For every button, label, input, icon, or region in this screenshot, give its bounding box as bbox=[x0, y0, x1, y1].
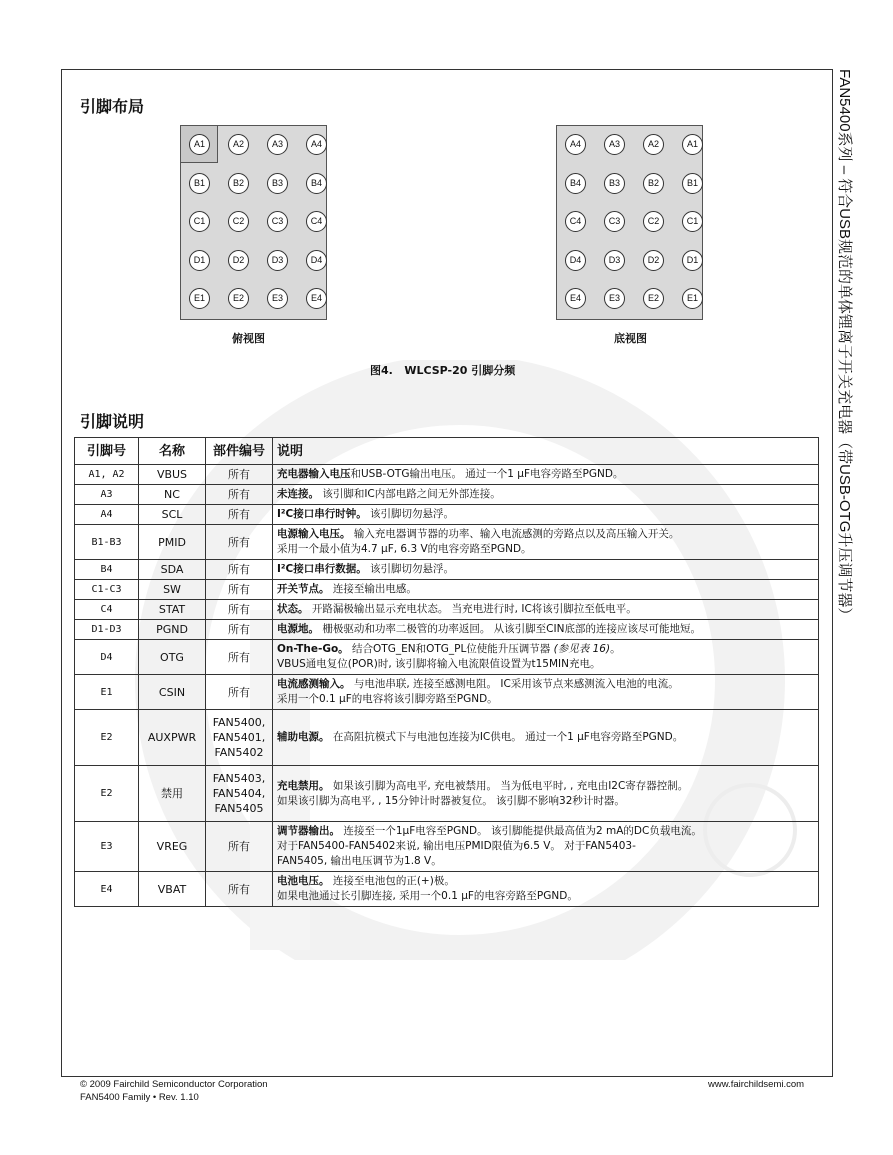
pin-e1: E1 bbox=[189, 288, 210, 309]
cell-name: NC bbox=[139, 485, 206, 505]
pin-e3: E3 bbox=[267, 288, 288, 309]
description-text: 连接至一个1μF电容至PGND。 该引脚能提供最高值为2 mA的DC负载电流。 bbox=[340, 825, 702, 837]
cell-description bbox=[273, 640, 819, 675]
description-term: I²C接口串行数据。 bbox=[277, 563, 367, 575]
description-line2: 采用一个0.1 μF的电容将该引脚旁路至PGND。 bbox=[277, 693, 498, 705]
pin-description-table bbox=[74, 437, 819, 907]
cell-pin: B1-B3 bbox=[75, 525, 139, 560]
cell-name: STAT bbox=[139, 600, 206, 620]
pin-c3: C3 bbox=[267, 211, 288, 232]
bottom-view-label: 底视图 bbox=[614, 332, 647, 345]
pin-b4: B4 bbox=[565, 173, 586, 194]
cell-part: 所有 bbox=[206, 465, 273, 485]
description-line2: 如果该引脚为高电平, , 15分钟计时器被复位。 该引脚不影响32秒计时器。 bbox=[277, 794, 625, 807]
pin-b2: B2 bbox=[228, 173, 249, 194]
pin-e3: E3 bbox=[604, 288, 625, 309]
cell-pin: C4 bbox=[75, 600, 139, 620]
table-row bbox=[75, 766, 819, 822]
cell-part: 所有 bbox=[206, 872, 273, 907]
cell-pin: A3 bbox=[75, 485, 139, 505]
pin-b1: B1 bbox=[189, 173, 210, 194]
cell-part: FAN5400, FAN5401, FAN5402 bbox=[206, 710, 273, 766]
footer-website[interactable]: www.fairchildsemi.com bbox=[708, 1079, 805, 1090]
description-reference: (参见表 16) bbox=[553, 643, 611, 655]
description-text: 该引脚和IC内部电路之间无外部连接。 bbox=[319, 488, 501, 500]
description-term: I²C接口串行时钟。 bbox=[277, 508, 367, 520]
description-text: 与电池串联, 连接至感测电阻。 IC采用该节点来感测流入电池的电流。 bbox=[350, 678, 679, 690]
description-line2: 如果电池通过长引脚连接, 采用一个0.1 μF的电容旁路至PGND。 bbox=[277, 890, 578, 902]
cell-description bbox=[273, 505, 819, 525]
header-description: 说明 bbox=[273, 438, 819, 465]
cell-part: 所有 bbox=[206, 560, 273, 580]
cell-name: CSIN bbox=[139, 675, 206, 710]
cell-pin: A4 bbox=[75, 505, 139, 525]
pin-e4: E4 bbox=[306, 288, 327, 309]
description-term: 电源输入电压。 bbox=[277, 528, 351, 540]
pin-a1: A1 bbox=[189, 134, 210, 155]
table-row bbox=[75, 710, 819, 766]
description-text: 栅极驱动和功率二极管的功率返回。 从该引脚至CIN底部的连接应该尽可能地短。 bbox=[319, 623, 701, 635]
table-row bbox=[75, 505, 819, 525]
section-title-pin-layout: 引脚布局 bbox=[80, 97, 145, 116]
footer-copyright: © 2009 Fairchild Semiconductor Corporation bbox=[80, 1079, 268, 1090]
cell-pin: E2 bbox=[75, 710, 139, 766]
description-line2: 采用一个最小值为4.7 μF, 6.3 V的电容旁路至PGND。 bbox=[277, 543, 532, 555]
cell-name: PMID bbox=[139, 525, 206, 560]
table-row bbox=[75, 640, 819, 675]
cell-description bbox=[273, 465, 819, 485]
table-row bbox=[75, 465, 819, 485]
cell-name: VBUS bbox=[139, 465, 206, 485]
pin-a1: A1 bbox=[682, 134, 703, 155]
cell-part: FAN5403, FAN5404, FAN5405 bbox=[206, 766, 273, 822]
cell-name: SW bbox=[139, 580, 206, 600]
description-text-tail: 。 bbox=[610, 643, 621, 655]
figure-caption: 图4. WLCSP-20 引脚分频 bbox=[370, 364, 516, 377]
pin-d2: D2 bbox=[228, 250, 249, 271]
cell-pin: C1-C3 bbox=[75, 580, 139, 600]
pin-e2: E2 bbox=[228, 288, 249, 309]
pin-d1: D1 bbox=[682, 250, 703, 271]
pin-a3: A3 bbox=[604, 134, 625, 155]
description-term: 辅助电源。 bbox=[277, 731, 330, 743]
description-line2: 对于FAN5400-FAN5402来说, 输出电压PMID限值为6.5 V。 对于FAN5403- bbox=[277, 840, 636, 852]
cell-description bbox=[273, 560, 819, 580]
description-text: 如果该引脚为高电平, 充电被禁用。 当为低电平时, , 充电由I2C寄存器控制。 bbox=[329, 779, 689, 792]
cell-name: SDA bbox=[139, 560, 206, 580]
pin-c4: C4 bbox=[565, 211, 586, 232]
cell-name: 禁用 bbox=[139, 766, 206, 822]
description-term: 状态。 bbox=[277, 603, 309, 615]
cell-part: 所有 bbox=[206, 505, 273, 525]
description-text: 该引脚切勿悬浮。 bbox=[366, 563, 455, 575]
cell-description bbox=[273, 822, 819, 872]
pin-c2: C2 bbox=[643, 211, 664, 232]
table-row bbox=[75, 600, 819, 620]
cell-name: AUXPWR bbox=[139, 710, 206, 766]
cell-part: 所有 bbox=[206, 620, 273, 640]
top-view-label: 俯视图 bbox=[232, 332, 265, 345]
pin-a4: A4 bbox=[306, 134, 327, 155]
cell-part: 所有 bbox=[206, 580, 273, 600]
cell-part: 所有 bbox=[206, 600, 273, 620]
description-text: 连接至电池包的正(+)极。 bbox=[329, 875, 455, 887]
bottom-view-grid bbox=[556, 125, 703, 320]
cell-description bbox=[273, 600, 819, 620]
cell-description bbox=[273, 710, 819, 766]
table-row bbox=[75, 525, 819, 560]
pin-a4: A4 bbox=[565, 134, 586, 155]
pin-a2: A2 bbox=[228, 134, 249, 155]
cell-name: SCL bbox=[139, 505, 206, 525]
description-term: 电源地。 bbox=[277, 623, 319, 635]
cell-part: 所有 bbox=[206, 675, 273, 710]
pin-c1: C1 bbox=[189, 211, 210, 232]
description-term: 未连接。 bbox=[277, 488, 319, 500]
pin-b3: B3 bbox=[604, 173, 625, 194]
cell-pin: A1, A2 bbox=[75, 465, 139, 485]
description-term: 开关节点。 bbox=[277, 583, 330, 595]
cell-description bbox=[273, 620, 819, 640]
table-row bbox=[75, 675, 819, 710]
description-text: 结合OTG_EN和OTG_PL位使能升压调节器 bbox=[348, 643, 554, 655]
description-term: 电池电压。 bbox=[277, 875, 330, 887]
cell-description bbox=[273, 580, 819, 600]
header-name: 名称 bbox=[139, 438, 206, 465]
pin-b4: B4 bbox=[306, 173, 327, 194]
pin-e2: E2 bbox=[643, 288, 664, 309]
table-row bbox=[75, 620, 819, 640]
description-term: 充电禁用。 bbox=[277, 779, 330, 792]
cell-name: VREG bbox=[139, 822, 206, 872]
description-text: 该引脚切勿悬浮。 bbox=[366, 508, 455, 520]
cell-description bbox=[273, 485, 819, 505]
description-term: 充电器输入电压 bbox=[277, 468, 351, 480]
table-row bbox=[75, 822, 819, 872]
cell-pin: D4 bbox=[75, 640, 139, 675]
pin-d2: D2 bbox=[643, 250, 664, 271]
cell-pin: E3 bbox=[75, 822, 139, 872]
description-line2: VBUS通电复位(POR)时, 该引脚将输入电流限值设置为t15MIN充电。 bbox=[277, 658, 601, 670]
cell-description bbox=[273, 675, 819, 710]
description-line3: FAN5405, 输出电压调节为1.8 V。 bbox=[277, 855, 442, 867]
cell-part: 所有 bbox=[206, 822, 273, 872]
description-term: On-The-Go。 bbox=[277, 643, 349, 655]
pin-a3: A3 bbox=[267, 134, 288, 155]
cell-part: 所有 bbox=[206, 485, 273, 505]
pin-d4: D4 bbox=[565, 250, 586, 271]
table-header-row bbox=[75, 438, 819, 465]
description-text: 开路漏极输出显示充电状态。 当充电进行时, IC将该引脚拉至低电平。 bbox=[308, 603, 637, 615]
description-text: 连接至输出电感。 bbox=[329, 583, 417, 595]
side-title: FAN5400系列 – 符合USB规范的单体锂离子开关充电器（带USB-OTG升压调节器） bbox=[836, 69, 853, 623]
pin-b1: B1 bbox=[682, 173, 703, 194]
pin-d1: D1 bbox=[189, 250, 210, 271]
pin-c1: C1 bbox=[682, 211, 703, 232]
footer-family-rev: FAN5400 Family • Rev. 1.10 bbox=[80, 1092, 199, 1103]
pin-b3: B3 bbox=[267, 173, 288, 194]
pin-e4: E4 bbox=[565, 288, 586, 309]
table-row bbox=[75, 872, 819, 907]
header-pin: 引脚号 bbox=[75, 438, 139, 465]
table-row bbox=[75, 580, 819, 600]
cell-part: 所有 bbox=[206, 640, 273, 675]
pin-d3: D3 bbox=[267, 250, 288, 271]
pin-d3: D3 bbox=[604, 250, 625, 271]
pin-c3: C3 bbox=[604, 211, 625, 232]
cell-description bbox=[273, 766, 819, 822]
cell-description bbox=[273, 525, 819, 560]
cell-part: 所有 bbox=[206, 525, 273, 560]
cell-pin: D1-D3 bbox=[75, 620, 139, 640]
pin-d4: D4 bbox=[306, 250, 327, 271]
pin-e1: E1 bbox=[682, 288, 703, 309]
cell-name: VBAT bbox=[139, 872, 206, 907]
section-title-pin-description: 引脚说明 bbox=[80, 412, 145, 431]
header-part: 部件编号 bbox=[206, 438, 273, 465]
description-term: 电流感测输入。 bbox=[277, 678, 351, 690]
pin-c4: C4 bbox=[306, 211, 327, 232]
cell-name: OTG bbox=[139, 640, 206, 675]
description-text: 和USB-OTG输出电压。 通过一个1 μF电容旁路至PGND。 bbox=[350, 468, 624, 480]
description-term: 调节器输出。 bbox=[277, 825, 340, 837]
pin-c2: C2 bbox=[228, 211, 249, 232]
table-row bbox=[75, 485, 819, 505]
description-text: 输入充电器调节器的功率、输入电流感测的旁路点以及高压输入开关。 bbox=[350, 528, 680, 540]
cell-name: PGND bbox=[139, 620, 206, 640]
pin-a2: A2 bbox=[643, 134, 664, 155]
cell-pin: E1 bbox=[75, 675, 139, 710]
description-text: 在高阻抗模式下与电池包连接为IC供电。 通过一个1 μF电容旁路至PGND。 bbox=[329, 731, 684, 743]
cell-description bbox=[273, 872, 819, 907]
cell-pin: E4 bbox=[75, 872, 139, 907]
table-row bbox=[75, 560, 819, 580]
cell-pin: B4 bbox=[75, 560, 139, 580]
top-view-grid bbox=[180, 125, 327, 320]
cell-pin: E2 bbox=[75, 766, 139, 822]
pin-b2: B2 bbox=[643, 173, 664, 194]
